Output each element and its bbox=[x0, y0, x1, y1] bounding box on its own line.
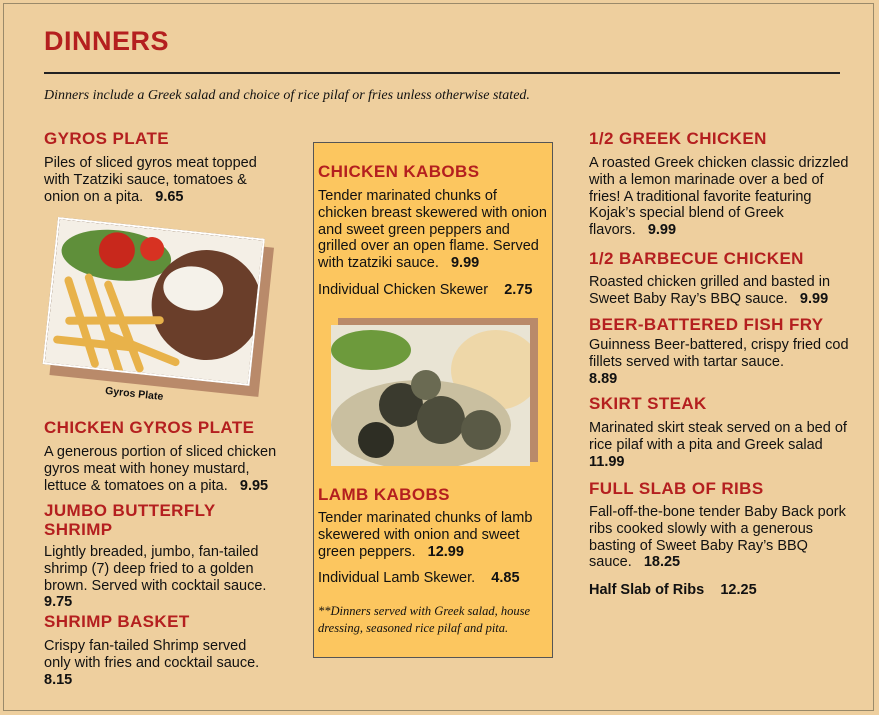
menu-item-description: Piles of sliced gyros meat topped with Tzatziki sauce, tomatoes & onion on a pita. 9.65 bbox=[44, 155, 257, 205]
menu-item-description: Tender marinated chunks of chicken breast skewered with onion and sweet green peppers and grilled over an open flame. Served with tzatziki sauce. 9.99 bbox=[318, 188, 547, 272]
intro-text: Dinners include a Greek salad and choice of rice pilaf or fries unless otherwise stated. bbox=[44, 88, 530, 103]
page-title: DINNERS bbox=[44, 26, 170, 56]
menu-item-price: 4.85 bbox=[491, 570, 520, 586]
menu-item-price: 9.65 bbox=[155, 188, 184, 205]
menu-item-extra: Individual Lamb Skewer. 4.85 bbox=[318, 570, 520, 586]
menu-item-name: 1/2 GREEK CHICKEN bbox=[589, 129, 767, 148]
menu-item-description: Marinated skirt steak served on a bed of rice pilaf with a pita and Greek salad 11.99 bbox=[589, 420, 847, 470]
footnote: **Dinners served with Greek salad, house dressing, seasoned rice pilaf and pita. bbox=[318, 604, 531, 635]
menu-item-price: 9.95 bbox=[239, 477, 269, 494]
menu-item-price: 9.99 bbox=[450, 255, 480, 272]
title-divider bbox=[44, 72, 840, 74]
menu-item-name: FULL SLAB OF RIBS bbox=[589, 479, 764, 498]
photo-caption: Gyros Plate bbox=[104, 384, 164, 404]
menu-item-name: CHICKEN KABOBS bbox=[318, 162, 480, 181]
menu-item-description: Fall-off-the-bone tender Baby Back pork ribs cooked slowly with a generous basting of Sweet Baby Ray’s BBQ sauce. 18.25 bbox=[589, 504, 846, 571]
menu-item-name: CHICKEN GYROS PLATE bbox=[44, 418, 255, 437]
menu-item-extra: Individual Chicken Skewer 2.75 bbox=[318, 282, 533, 298]
menu-item-price: 8.15 bbox=[44, 671, 73, 688]
menu-item-price: 8.89 bbox=[589, 370, 618, 387]
menu-item-name: SHRIMP BASKET bbox=[44, 612, 190, 631]
menu-item-description: Lightly breaded, jumbo, fan-tailed shrimp (7) deep fried to a golden brown. Served with cocktail sauce. 9.75 bbox=[44, 544, 267, 611]
menu-item-description: Guinness Beer-battered, crispy fried cod fillets served with tartar sauce. 8.89 bbox=[589, 337, 849, 387]
menu-item-description: Crispy fan-tailed Shrimp served only with fries and cocktail sauce. 8.15 bbox=[44, 638, 260, 688]
menu-item-name: JUMBO BUTTERFLY SHRIMP bbox=[44, 501, 216, 539]
menu-item-description: Roasted chicken grilled and basted in Sweet Baby Ray’s BBQ sauce. 9.99 bbox=[589, 274, 831, 307]
menu-item-name: GYROS PLATE bbox=[44, 129, 169, 148]
menu-item-price: 9.99 bbox=[647, 222, 677, 239]
menu-item-name: LAMB KABOBS bbox=[318, 485, 450, 504]
menu-item-price: 9.99 bbox=[799, 290, 829, 307]
menu-item-name: 1/2 BARBECUE CHICKEN bbox=[589, 249, 804, 268]
kabob-photo bbox=[331, 325, 530, 466]
menu-item-price: 12.25 bbox=[720, 582, 757, 598]
menu-item-price: 12.99 bbox=[427, 543, 464, 560]
menu-item-description: Tender marinated chunks of lamb skewered with onion and sweet green peppers. 12.99 bbox=[318, 510, 533, 560]
menu-item-price: 18.25 bbox=[643, 554, 681, 571]
menu-item-description: A roasted Greek chicken classic drizzled with a lemon marinade over a bed of fries! A traditional favorite featuring Kojak’s special blend of Greek flavors. 9.99 bbox=[589, 155, 849, 239]
menu-item-description: A generous portion of sliced chicken gyros meat with honey mustard, lettuce & tomatoes on a pita. 9.95 bbox=[44, 444, 277, 494]
menu-item-extra: Half Slab of Ribs 12.25 bbox=[589, 582, 757, 598]
menu-item-price: 9.75 bbox=[44, 594, 73, 611]
gyros-photo bbox=[39, 217, 277, 419]
menu-item-price: 11.99 bbox=[589, 453, 625, 470]
menu-item-price: 2.75 bbox=[504, 282, 533, 298]
menu-item-name: SKIRT STEAK bbox=[589, 394, 707, 413]
menu-item-name: BEER-BATTERED FISH FRY bbox=[589, 315, 824, 334]
